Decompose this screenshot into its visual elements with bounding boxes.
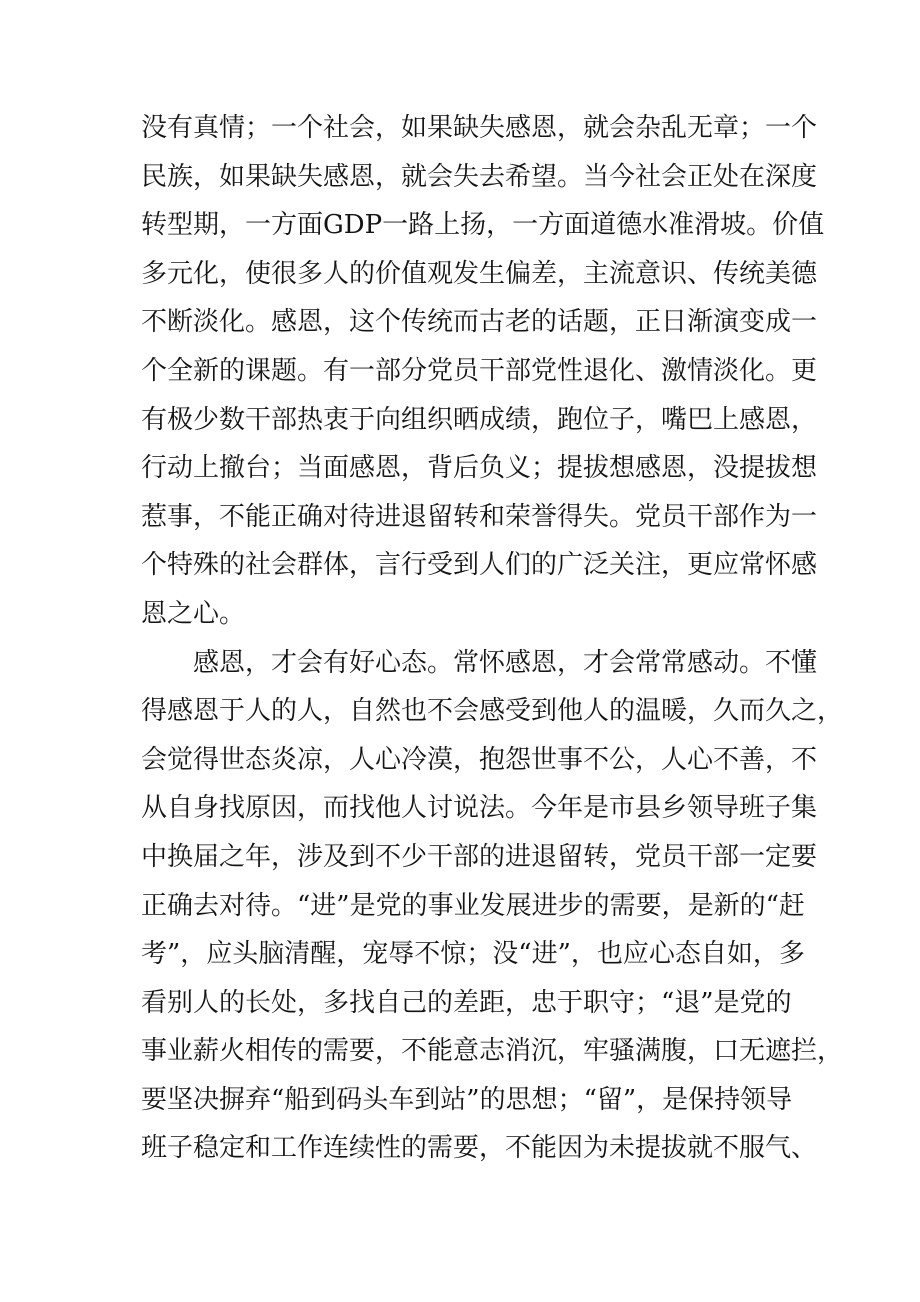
text-line: 行动上撤台；当面感恩，背后负义；提拔想感恩，没提拔想 — [141, 453, 818, 484]
text-line: 得感恩于人的人，自然也不会感受到他人的温暖，久而久之， — [141, 696, 844, 727]
paragraph-1 — [141, 104, 825, 639]
text-line: 班子稳定和工作连续性的需要，不能因为未提拔就不服气、 — [141, 1133, 818, 1164]
text-line: 从自身找原因，而找他人讨说法。今年是市县乡领导班子集 — [141, 793, 818, 824]
text-line: 转型期，一方面GDP一路上扬，一方面道德水准滑坡。价值 — [141, 210, 825, 241]
text-line: 个特殊的社会群体，言行受到人们的广泛关注，更应常怀感 — [141, 550, 818, 581]
text-line: 不断淡化。感恩，这个传统而古老的话题，正日渐演变成一 — [141, 307, 818, 338]
text-line: 要坚决摒弃“船到码头车到站”的思想；“留”，是保持领导 — [141, 1084, 793, 1115]
text-line: 中换届之年，涉及到不少干部的进退留转，党员干部一定要 — [141, 841, 818, 872]
text-line: 看别人的长处，多找自己的差距，忠于职守；“退”是党的 — [141, 987, 792, 1018]
text-line: 民族，如果缺失感恩，就会失去希望。当今社会正处在深度 — [141, 161, 818, 192]
text-line: 会觉得世态炎凉，人心冷漠，抱怨世事不公，人心不善，不 — [141, 744, 818, 775]
text-line: 事业薪火相传的需要，不能意志消沉，牢骚满腹，口无遮拦， — [141, 1036, 844, 1067]
text-line: 个全新的课题。有一部分党员干部党性退化、激情淡化。更 — [141, 355, 818, 386]
text-line-first: 感恩，才会有好心态。常怀感恩，才会常常感动。不懂 — [193, 647, 818, 678]
text-line: 考”，应头脑清醒，宠辱不惊；没“进”，也应心态自如，多 — [141, 939, 805, 970]
text-line: 恩之心。 — [141, 598, 246, 629]
text-line: 正确去对待。“进”是党的事业发展进步的需要，是新的“赶 — [141, 890, 805, 921]
text-line: 有极少数干部热衷于向组织晒成绩，跑位子，嘴巴上感恩， — [141, 404, 818, 435]
text-line: 惹事，不能正确对待进退留转和荣誉得失。党员干部作为一 — [141, 501, 818, 532]
text-line: 没有真情；一个社会，如果缺失感恩，就会杂乱无章；一个 — [141, 113, 818, 143]
paragraph-2 — [141, 639, 844, 1174]
text-line: 多元化，使很多人的价值观发生偏差，主流意识、传统美德 — [141, 258, 818, 289]
body-text — [141, 104, 844, 1173]
